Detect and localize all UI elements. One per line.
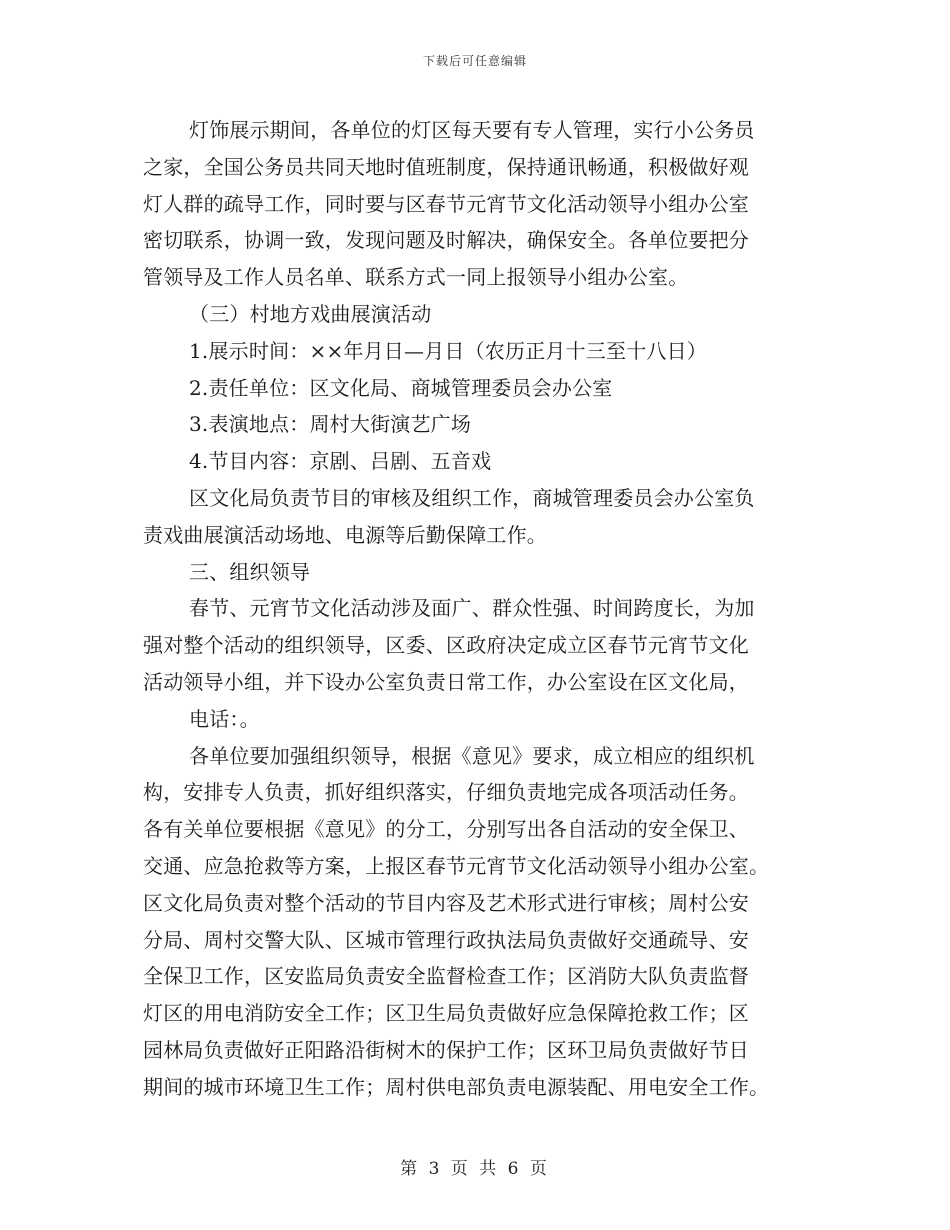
- paragraph-line: 活动领导小组，并下设办公室负责日常工作，办公室设在区文化局，: [143, 669, 749, 694]
- section-heading: （三）村地方戏曲展演活动: [189, 301, 432, 326]
- paragraph-line: 春节、元宵节文化活动涉及面广、群众性强、时间跨度长，为加: [189, 596, 755, 621]
- paragraph-line: 各单位要加强组织领导，根据《意见》要求，成立相应的组织机: [189, 743, 755, 768]
- paragraph-line: 之家，全国公务员共同天地时值班制度，保持通讯畅通，积极做好观: [143, 154, 749, 179]
- paragraph-line: 管领导及工作人员名单、联系方式一同上报领导小组办公室。: [143, 265, 689, 290]
- paragraph-line: 责戏曲展演活动场地、电源等后勤保障工作。: [143, 522, 547, 547]
- list-item: 3.表演地点：周村大街演艺广场: [189, 412, 472, 437]
- list-item: 2.责任单位：区文化局、商城管理委员会办公室: [189, 375, 613, 400]
- paragraph-line: 密切联系，协调一致，发现问题及时解决，确保安全。各单位要把分: [143, 228, 749, 253]
- document-body: [143, 112, 823, 1106]
- page-header: 下载后可任意编辑: [422, 54, 527, 68]
- paragraph-line: 灯饰展示期间，各单位的灯区每天要有专人管理，实行小公务员: [189, 118, 755, 142]
- list-item: 4.节目内容：京剧、吕剧、五音戏: [189, 449, 492, 474]
- paragraph-line: 强对整个活动的组织领导，区委、区政府决定成立区春节元宵节文化: [143, 633, 749, 658]
- paragraph-line: 区文化局负责对整个活动的节目内容及艺术形式进行审核；周村公安: [143, 890, 749, 915]
- phone-line: 电话：。: [189, 706, 260, 731]
- paragraph-line: 构，安排专人负责，抓好组织落实，仔细负责地完成各项活动任务。: [143, 780, 749, 805]
- paragraph-line: 灯区的用电消防安全工作；区卫生局负责做好应急保障抢救工作；区: [143, 1001, 749, 1026]
- paragraph-line: 各有关单位要根据《意见》的分工，分别写出各自活动的安全保卫、: [143, 817, 749, 842]
- page-number: 第 3 页 共 6 页: [400, 1159, 550, 1179]
- paragraph-line: 灯人群的疏导工作，同时要与区春节元宵节文化活动领导小组办公室: [143, 191, 749, 216]
- paragraph-line: 期间的城市环境卫生工作；周村供电部负责电源装配、用电安全工作。: [143, 1074, 770, 1099]
- paragraph-line: 区文化局负责节目的审核及组织工作，商城管理委员会办公室负: [189, 485, 755, 510]
- paragraph-line: 全保卫工作，区安监局负责安全监督检查工作；区消防大队负责监督: [143, 964, 749, 989]
- paragraph-line: 交通、应急抢救等方案，上报区春节元宵节文化活动领导小组办公室。: [143, 853, 770, 878]
- paragraph-line: 园林局负责做好正阳路沿街树木的保护工作；区环卫局负责做好节日: [143, 1037, 749, 1062]
- list-item: 1.展示时间：××年月日—月日（农历正月十三至十八日）: [189, 338, 707, 363]
- paragraph-line: 分局、周村交警大队、区城市管理行政执法局负责做好交通疏导、安: [143, 927, 749, 952]
- section-heading: 三、组织领导: [189, 559, 311, 584]
